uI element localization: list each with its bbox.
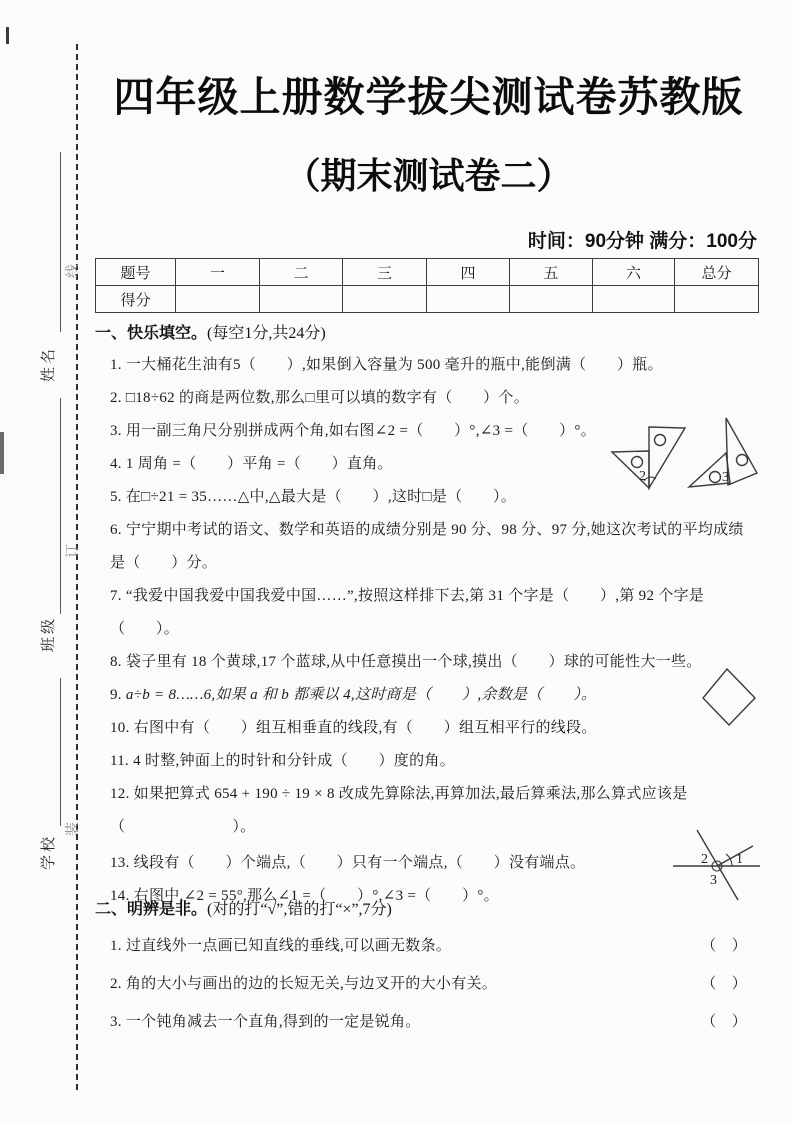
question-number: 7. [110,588,122,604]
section2-questions [95,927,747,1041]
true-false-item [95,927,747,965]
section1-heading-title: 一、快乐填空。 [95,325,208,342]
question-text: 一大桶花生油有5（ ）,如果倒入容量为 500 毫升的瓶中,能倒满（ ）瓶。 [125,357,663,373]
fill-in-line [60,678,61,826]
section1-heading-note: (每空1分,共24分) [207,325,326,342]
binding-dashed-line [76,44,78,1090]
angle-lines-figure [668,803,786,908]
score-table-score-row [96,286,759,313]
binding-char: 线 [66,264,81,278]
true-false-item [95,1003,747,1041]
question-text: “我爱中国我爱中国我爱中国……”,按照这样排下去,第 31 个字是（ ）,第 92 个字是（ ）。 [110,588,705,637]
question-number: 12. [110,786,130,802]
angle-1-label: 1 [736,852,743,867]
score-cell [427,286,510,313]
question-number: 2. [110,390,122,406]
score-cell [260,286,343,313]
score-table-header-row [96,259,759,286]
score-table-col: 一 [176,259,260,286]
question-number: 9. [110,687,122,703]
question-item [95,349,758,382]
page-title: 四年级上册数学拔尖测试卷苏教版 [113,74,744,120]
question-text: 宁宁期中考试的语文、数学和英语的成绩分别是 90 分、98 分、97 分,她这次考试的平均成绩是（ ）分。 [110,522,744,571]
answer-blank: （ ） [701,1014,747,1030]
question-number: 14. [110,888,130,904]
section2-heading [95,896,392,919]
question-text: 用一副三角尺分别拼成两个角,如右图∠2 =（ ）°,∠3 =（ ）°。 [125,423,597,439]
score-table-col: 四 [427,259,510,286]
rhombus-figure [698,665,760,729]
binding-char: 订 [66,544,81,558]
angle-3-label: 3 [710,873,717,888]
question-number: 4. [110,456,122,472]
question-item [95,514,758,580]
section2-heading-note: (对的打“√”,错的打“×”,7分) [207,901,392,918]
question-item [95,646,758,679]
question-number: 13. [110,855,130,871]
true-false-item [95,965,747,1003]
question-text: □18÷62 的商是两位数,那么□里可以填的数字有（ ）个。 [125,390,530,406]
fill-in-line [60,152,61,332]
question-text: 1. 过直线外一点画已知直线的垂线,可以画无数条。 [110,938,452,954]
fill-in-line [60,398,61,614]
time-score-info: 时间：90分钟 满分：100分 [527,231,757,252]
margin-label-class: 班级 [40,616,57,653]
question-number: 5. [110,489,122,505]
section1-heading [95,320,326,343]
answer-blank: （ ） [701,976,747,992]
score-table-col: 二 [260,259,343,286]
margin-label-name: 姓名 [40,346,57,383]
score-cell [176,286,260,313]
question-number: 6. [110,522,122,538]
score-table-col: 题号 [96,259,176,286]
score-cell [593,286,675,313]
answer-blank: （ ） [701,938,747,954]
question-text: 如果把算式 654 + 190 ÷ 19 × 8 改成先算除法,再算加法,最后算乘法,那么算式应该是（ ）。 [110,786,688,835]
section2-heading-title: 二、明辨是非。 [95,901,208,918]
question-text: 右图中有（ ）组互相垂直的线段,有（ ）组互相平行的线段。 [133,720,597,736]
question-text: 4 时整,钟面上的时针和分针成（ ）度的角。 [133,753,455,769]
question-number: 3. [110,423,122,439]
score-table-col: 三 [343,259,427,286]
question-item [95,847,758,880]
score-table-col: 六 [593,259,675,286]
margin-label-school: 学校 [40,834,57,871]
score-table-col: 总分 [675,259,759,286]
page-subtitle: （期末测试卷二） [284,155,573,196]
question-text: 袋子里有 18 个黄球,17 个蓝球,从中任意摸出一个球,摸出（ ）球的可能性大一些。 [125,654,702,670]
score-table [95,258,759,313]
question-text: 3. 一个钝角减去一个直角,得到的一定是锐角。 [110,1014,421,1030]
question-number: 1. [110,357,122,373]
angle-2-label: 2 [701,852,708,867]
score-table-col: 五 [510,259,593,286]
score-row-label: 得分 [96,286,176,313]
question-text: a÷b = 8……6,如果 a 和 b 都乘以 4,这时商是（ ）,余数是（ ）。 [125,687,597,703]
score-cell [675,286,759,313]
angle-2-label: 2 [639,469,646,484]
question-number: 8. [110,654,122,670]
binding-char: 装 [66,822,81,836]
score-cell [343,286,427,313]
question-text: 线段有（ ）个端点,（ ）只有一个端点,（ ）没有端点。 [133,855,586,871]
question-item [95,580,758,646]
question-item [95,778,758,844]
scan-artifact [6,27,9,44]
question-text: 右图中,∠2 = 55°,那么∠1 =（ ）°,∠3 =（ ）°。 [133,888,499,904]
question-item [95,679,758,712]
question-item [95,712,758,745]
question-text: 2. 角的大小与画出的边的长短无关,与边叉开的大小有关。 [110,976,498,992]
question-item [95,745,758,778]
scan-artifact [0,432,4,474]
question-text: 1 周角 =（ ）平角 =（ ）直角。 [125,456,393,472]
score-cell [510,286,593,313]
set-squares-figure [596,410,793,498]
angle-3-label: 3 [722,470,729,485]
question-number: 10. [110,720,130,736]
question-text: 在□÷21 = 35……△中,△最大是（ ）,这时□是（ ）。 [125,489,517,505]
question-number: 11. [110,753,130,769]
